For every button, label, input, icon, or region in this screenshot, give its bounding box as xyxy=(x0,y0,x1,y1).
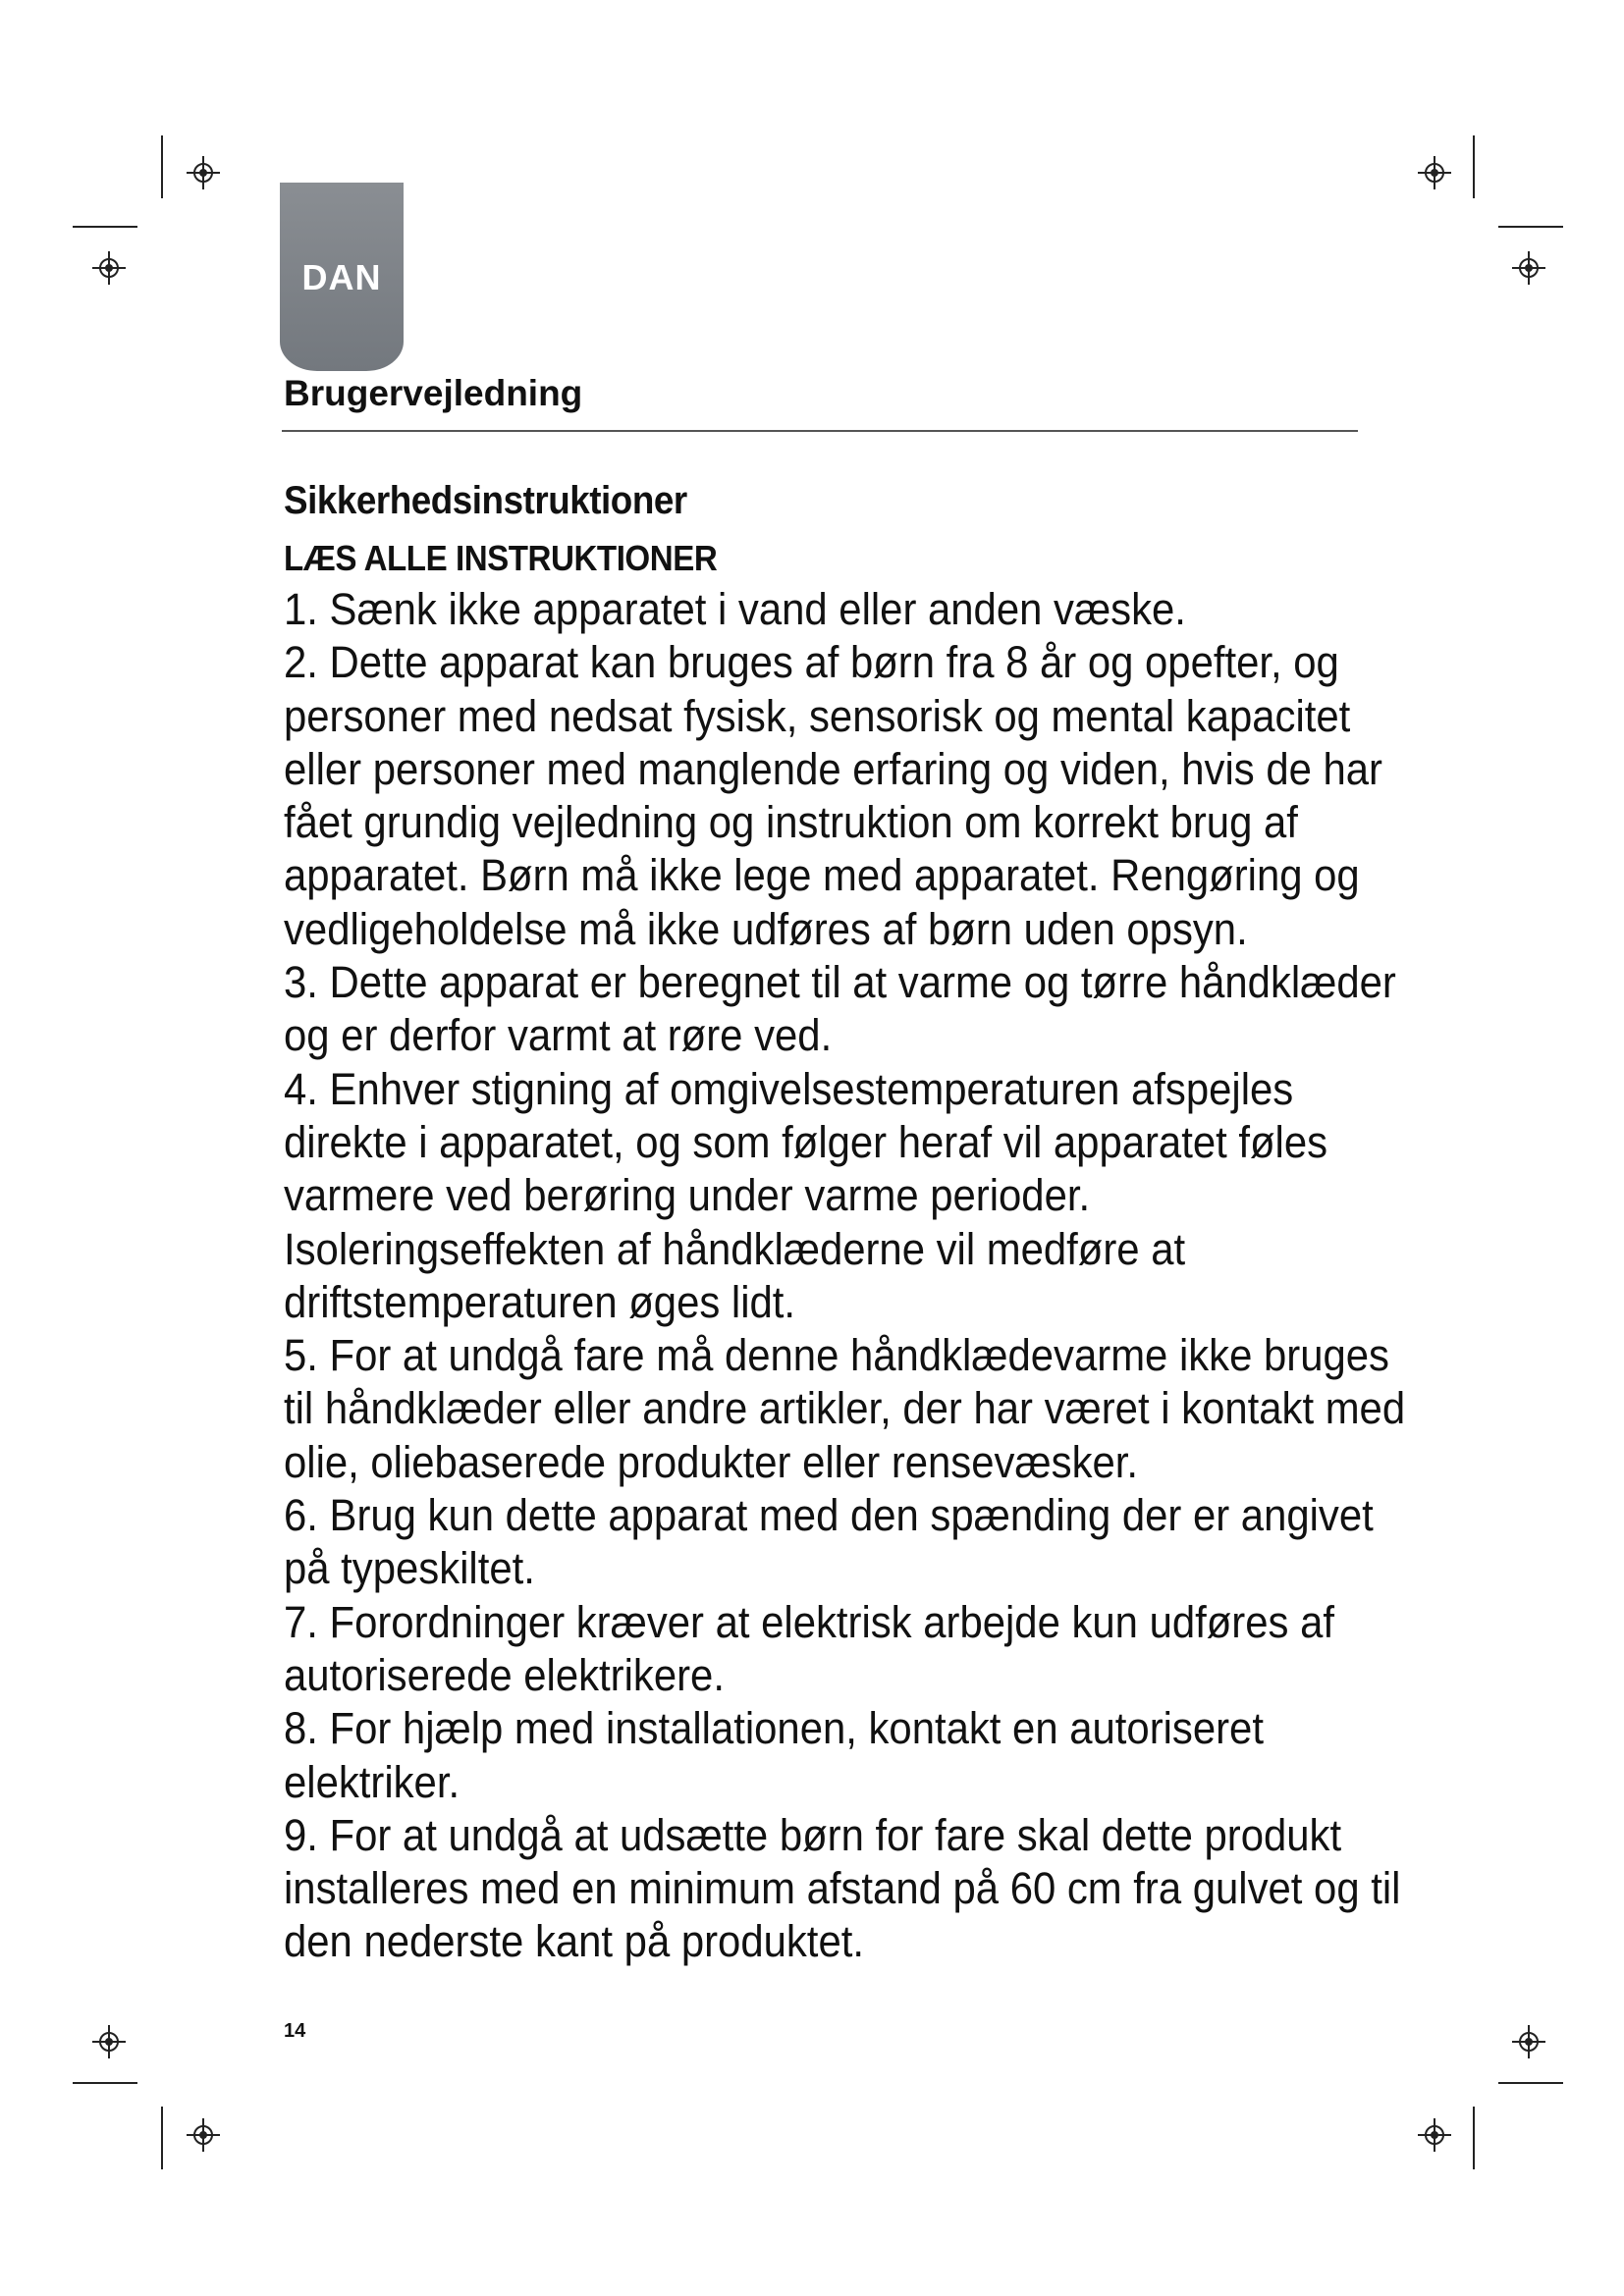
instruction-item: 2. Dette apparat kan bruges af børn fra 8 år og opefter, og personer med nedsat fysisk, sensorisk og mental kapacitet eller personer med manglende erfaring og viden, hvis de har fået grundig vejledning og instruktion om korrekt brug af apparatet. Børn må ikke lege med apparatet. Rengøring og vedligeholdelse må ikke udføres af børn uden opsyn. xyxy=(284,637,1382,954)
instruction-item: 4. Enhver stigning af omgivelsestemperaturen afspejles direkte i apparatet, og som følger heraf vil apparatet føles varmere ved berøring under varme perioder. Isoleringseffekten af håndklæderne vil medføre at driftstemperaturen øges lidt. xyxy=(284,1063,1328,1327)
registration-mark-icon xyxy=(1512,251,1545,285)
document-title: Brugervejledning xyxy=(284,373,583,413)
registration-mark-icon xyxy=(187,156,220,189)
instruction-item: 1. Sænk ikke apparatet i vand eller anden væske. xyxy=(284,584,1186,634)
page-number: 14 xyxy=(284,2020,306,2042)
instruction-item: 7. Forordninger kræver at elektrisk arbejde kun udføres af autoriserede elektrikere. xyxy=(284,1596,1334,1700)
instruction-item: 8. For hjælp med installationen, kontakt en autoriseret elektriker. xyxy=(284,1703,1264,1807)
registration-mark-icon xyxy=(92,2025,126,2058)
registration-mark-icon xyxy=(92,251,126,285)
registration-mark-icon xyxy=(1418,2118,1451,2152)
section-heading: Sikkerhedsinstruktioner xyxy=(284,479,687,522)
crop-mark-top-right-vertical xyxy=(1473,135,1475,198)
crop-mark-bottom-left-horizontal xyxy=(73,2082,137,2084)
crop-mark-bottom-left-vertical xyxy=(161,2107,163,2169)
instruction-item: 6. Brug kun dette apparat med den spænding der er angivet på typeskiltet. xyxy=(284,1490,1374,1594)
registration-mark-icon xyxy=(1512,2025,1545,2058)
language-tab xyxy=(280,183,404,371)
crop-mark-top-right-horizontal xyxy=(1498,226,1563,228)
crop-mark-top-left-horizontal xyxy=(73,226,137,228)
crop-mark-top-left-vertical xyxy=(161,135,163,198)
instruction-item: 3. Dette apparat er beregnet til at varme og tørre håndklæder og er derfor varmt at røre ved. xyxy=(284,957,1396,1061)
section-subheading: LÆS ALLE INSTRUKTIONER xyxy=(284,538,718,578)
crop-mark-bottom-right-horizontal xyxy=(1498,2082,1563,2084)
title-divider xyxy=(282,430,1358,432)
registration-mark-icon xyxy=(1418,156,1451,189)
language-code: DAN xyxy=(301,257,382,297)
registration-mark-icon xyxy=(187,2118,220,2152)
instruction-item: 9. For at undgå at udsætte børn for fare skal dette produkt installeres med en minimum afstand på 60 cm fra gulvet og til den nederste kant på produktet. xyxy=(284,1809,1401,1967)
crop-mark-bottom-right-vertical xyxy=(1473,2107,1475,2169)
safety-instructions-list xyxy=(284,583,1407,1969)
instruction-item: 5. For at undgå fare må denne håndklædevarme ikke bruges til håndklæder eller andre artikler, der har været i kontakt med olie, oliebaserede produkter eller rensevæsker. xyxy=(284,1330,1406,1487)
